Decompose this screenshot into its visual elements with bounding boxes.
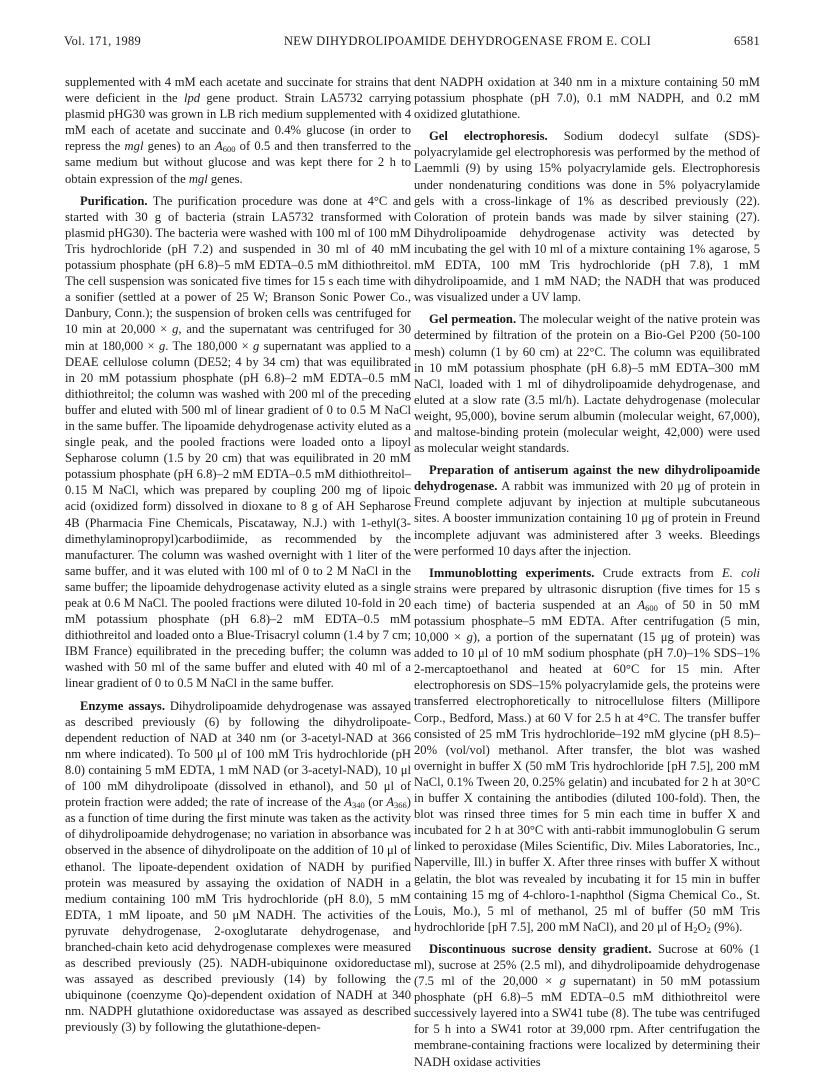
enzyme-assays-paragraph: Enzyme assays. Dihydrolipoamide dehydrogenase was assayed as described previously (6) by following the dihydrolipoate-dependent reduction of NAD at 340 nm (or 3-acetyl-NAD at 366 nm where indicated). To 500 μl of 100 mM Tris hydrochloride (pH 8.0) containing 5 mM EDTA, 1 mM NAD (or 3-acetyl-NAD), 10 μl of 100 mM dihydrolipoate (dissolved in ethanol), and 50 μl of protein fraction were added; the rate of increase of the $A_{340}$ (or $A_{366}$) as a function of time during the first minute was taken as the activity of dihydrolipoamide dehydrogenase; no variation in absorbance was observed in the absence of dihydrolipoate on the addition of 10 μl of ethanol. The lipoate-dependent oxidation of NADH by purified protein was measured by assaying the oxidation of NADH in a medium containing 100 mM Tris hydrochloride (pH 8.0), 5 mM EDTA, 1 mM lipoate, and 50 μM NADH. The activities of the pyruvate dehydrogenase, 2-oxoglutarate dehydrogenase, and branched-chain keto acid dehydrogenase complexes were measured as described previously (25). NADH-ubiquinone oxidoreductase was assayed as described previously (14) by following the ubiquinone (coenzyme Qo)-dependent oxidation of NADH at 340 nm. NADPH glutathione oxidoreductase was assayed as described previously (3) by following the glutathione-depen- xyxy=(65,698,411,1035)
section-heading-enzyme-assays: Enzyme assays. xyxy=(80,698,165,713)
sucrose-gradient-paragraph: Discontinuous sucrose density gradient. Sucrose at 60% (1 ml), sucrose at 25% (2.5 ml), and dihydrolipoamide dehydrogenase (7.5 ml of the 20,000 × g supernatant) in 50 mM potassium phosphate (pH 6.8)–5 mM EDTA–0.5 mM dithiothreitol were successively layered into a SW41 tube (8). The tube was centrifuged for 5 h into a SW41 rotor at 39,000 rpm. After centrifugation the membrane-containing fractions were localized by determining their NADH oxidase activities xyxy=(414,941,760,1069)
antiserum-paragraph: Preparation of antiserum against the new dihydrolipoamide dehydrogenase. A rabbit was immunized with 20 μg of protein in Freund complete adjuvant by injection at multiple subcutaneous sites. A booster immunization containing 10 μg of protein in Freund incomplete adjuvant was administered after 3 weeks. Bleedings were performed 10 days after the injection. xyxy=(414,463,760,558)
section-heading-gel-electrophoresis: Gel electrophoresis. xyxy=(429,129,548,144)
right-column xyxy=(414,74,760,1070)
immunoblotting-paragraph: Immunoblotting experiments. Crude extracts from E. coli strains were prepared by ultrasonic disruption (five times for 15 s each time) of bacteria suspended at an $A_{600}$ of 50 in 50 mM potassium phosphate–5 mM EDTA. After centrifugation (5 min, 10,000 × g), a portion of the supernatant (15 μg of protein) was added to 10 μl of 10 mM sodium phosphate (pH 7.0)–1% SDS–1% 2-mercaptoethanol and heated at 60°C for 15 min. After electrophoresis on SDS–15% polyacrylamide gels, the proteins were transferred electrophoretically to nitrocellulose filters (Millipore Corp., Bedford, Mass.) at 60 V for 2.5 h at 4°C. The transfer buffer consisted of 25 mM Tris hydrochloride–192 mM glycine (pH 8.5)–20% (vol/vol) methanol. After transfer, the blot was washed overnight in buffer X (50 mM Tris hydrochloride [pH 7.5], 200 mM NaCl, 0.1% Tween 20, 0.25% gelatin) and incubated for 2 h at 30°C in buffer X containing the antibodies (diluted 100-fold). Then, the blot was rinsed three times for 5 min each time in buffer X and incubated for 2 h at 30°C with anti-rabbit immunoglobulin G serum linked to peroxidase (Miles Scientific, Div. Miles Laboratories, Inc., Naperville, Ill.) in buffer X. After three rinses with buffer X without gelatin, the blot was revealed by incubating it for 15 min in buffer containing 15 mg of 4-chloro-1-naphthol (Sigma Chemical Co., St. Louis, Mo.), 5 ml of methanol, 25 ml of buffer (50 mM Tris hydrochloride [pH 7.5], 200 mM NaCl), and 20 μl of $H_2O_2$ (9%). xyxy=(414,565,760,935)
section-heading-immunoblotting: Immunoblotting experiments. xyxy=(429,565,595,580)
gel-permeation-paragraph: Gel permeation. The molecular weight of the native protein was determined by filtration of the protein on a Bio-Gel P200 (50-100 mesh) column (1 by 60 cm) at 22°C. The column was equilibrated in 10 mM potassium phosphate (pH 6.8)–5 mM EDTA–300 mM NaCl, loaded with 1 ml of dihydrolipoamide dehydrogenase, and eluted at a slow rate (3.5 ml/h). Lactate dehydrogenase (molecular weight, 95,000), bovine serum albumin (molecular weight, 67,000), and maltose-binding protein (molecular weight, 42,000) were used as molecular weight standards. xyxy=(414,312,760,456)
section-heading-sucrose-gradient: Discontinuous sucrose density gradient. xyxy=(429,941,652,956)
running-header xyxy=(64,34,760,54)
paragraph-continued: supplemented with 4 mM each acetate and succinate for strains that were deficient in the lpd gene product. Strain LA5732 carrying plasmid pHG30 was grown in LB rich medium supplemented with 4 mM each of acetate and succinate and 0.4% glucose (in order to repress the mgl genes) to an $A_{600}$ of 0.5 and then transferred to the same medium but without glucose and was kept there for 2 h to obtain expression of the mgl genes. xyxy=(65,75,412,186)
purification-paragraph: Purification. The purification procedure was done at 4°C and started with 30 g of bacteria (strain LA5732 transformed with plasmid pHG30). The bacteria were washed with 100 ml of 100 mM Tris hydrochloride (pH 7.2) and suspended in 30 ml of 40 mM potassium phosphate (pH 6.8)–5 mM EDTA–0.5 mM dithiothreitol. The cell suspension was sonicated five times for 15 s each time with a sonifier (settled at a power of 25 W; Branson Sonic Power Co., Danbury, Conn.); the suspension of broken cells was centrifuged for 10 min at 20,000 × g, and the supernatant was centrifuged for 30 min at 180,000 × g. The 180,000 × g supernatant was applied to a DEAE cellulose column (DE52; 4 by 34 cm) that was equilibrated in 20 mM potassium phosphate (pH 6.8)–2 mM EDTA–0.5 mM dithiothreitol; the column was washed with 200 ml of the preceding buffer and eluted with 500 ml of linear gradient of 0 to 0.5 M NaCl in the same buffer. The lipoamide dehydrogenase activity eluted as a single peak, and the pooled fractions were loaded onto a lipoyl Sepharose column (1.5 by 20 cm) that was equilibrated in 20 mM potassium phosphate (pH 6.8)–2 mM EDTA–0.5 mM dithiothreitol–0.15 M NaCl, which was prepared by coupling 200 mg of lipoic acid (oxidized form) dissolved in dioxane to 8 g of AH Sepharose 4B (Pharmacia Fine Chemicals, Piscataway, N.J.) with 1-ethyl(3-dimethylaminopropyl)carbodiimide, as recommended by the manufacturer. The column was washed overnight with 1 liter of the same buffer, and it was eluted with 100 ml of 0 to 2 M NaCl in the same buffer; the lipoamide dehydrogenase activity eluted as a single peak at 0.6 M NaCl. The pooled fractions were diluted 10-fold in 20 mM potassium phosphate (pH 6.8)–2 mM EDTA–0.5 mM dithiothreitol and loaded onto a Blue-Trisacryl column (1.4 by 7 cm; IBM France) equilibrated in the preceding buffer; the column was washed with 50 ml of the same buffer and eluted with 40 ml of a linear gradient of 0 to 0.5 M NaCl in the same buffer. xyxy=(65,193,411,691)
section-heading-gel-permeation: Gel permeation. xyxy=(429,312,517,327)
section-heading-antiserum: Preparation of antiserum against the new dihydrolipoamide dehydrogenase. xyxy=(414,463,760,494)
running-title: NEW DIHYDROLIPOAMIDE DEHYDROGENASE FROM E. COLI xyxy=(284,34,651,48)
gel-electrophoresis-paragraph: Gel electrophoresis. Sodium dodecyl sulfate (SDS)-polyacrylamide gel electrophoresis was performed by the method of Laemmli (9) by using 15% polyacrylamide gels. Electrophoresis under nondenaturing conditions was done in 5% polyacrylamide gels with a cross-linkage of 1% as described previously (22). Coloration of protein bands was made by silver staining (27). Dihydrolipoamide dehydrogenase activity was detected by incubating the gel with 10 ml of a mixture containing 1% agarose, 5 mM EDTA, 100 mM Tris hydrochloride (pH 7.8), 1 mM dihydrolipoamide, and 1 mM NAD; the NADH that was produced was visualized under a UV lamp. xyxy=(414,129,760,305)
section-heading-purification: Purification. xyxy=(80,193,148,208)
left-column xyxy=(65,74,411,1036)
paragraph-continued-right: dent NADPH oxidation at 340 nm in a mixture containing 50 mM potassium phosphate (pH 7.0), 0.1 mM NADPH, and 0.2 mM oxidized glutathione. xyxy=(414,75,760,122)
volume-label: Vol. 171, 1989 xyxy=(64,34,141,48)
page-number: 6581 xyxy=(734,34,760,48)
